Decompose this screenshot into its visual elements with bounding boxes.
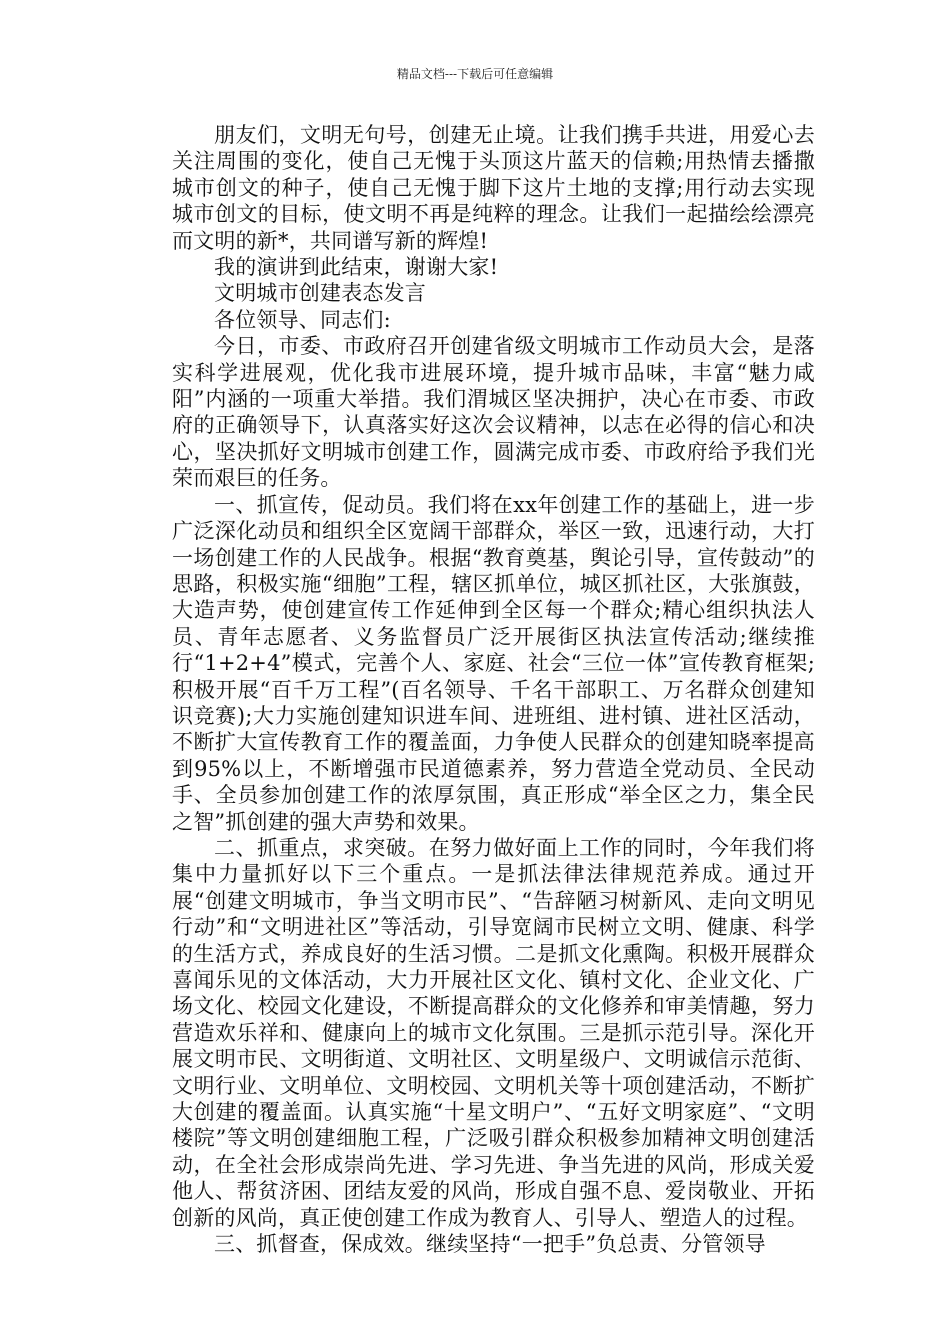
paragraph-point-two: 二、抓重点，求突破。在努力做好面上工作的同时，今年我们将集中力量抓好以下三个重点。一是抓法律法律规范养成。通过开展“创建文明城市，争当文明市民”、“告辞陋习树新风、走向文明见行动”和“文明进社区”等活动，引导宽阔市民树立文明、健康、科学的生活方式，养成良好的生活习惯。二是抓文化熏陶。积极开展群众喜闻乐见的文体活动，大力开展社区文化、镇村文化、企业文化、广场文化、校园文化建设，不断提高群众的文化修养和审美情趣，努力营造欢乐祥和、健康向上的城市文化氛围。三是抓示范引导。深化开展文明市民、文明街道、文明社区、文明星级户、文明诚信示范街、文明行业、文明单位、文明校园、文明机关等十项创建活动，不断扩大创建的覆盖面。认真实施“十星文明户”、“五好文明家庭”、“文明楼院”等文明创建细胞工程，广泛吸引群众积极参加精神文明创建活动，在全社会形成崇尚先进、学习先进、争当先进的风尚，形成关爱他人、帮贫济困、团结友爱的风尚，形成自强不息、爱岗敬业、开拓创新的风尚，真正使创建工作成为教育人、引导人、塑造人的过程。 <box>172 835 815 1230</box>
paragraph-point-three: 三、抓督查，保成效。继续坚持“一把手”负总责、分管领导 <box>214 1232 766 1257</box>
paragraph-speech-end: 我的演讲到此结束，谢谢大家! <box>214 255 499 280</box>
document-body <box>172 122 815 1257</box>
paragraph-point-one: 一、抓宣传，促动员。我们将在xx年创建工作的基础上，进一步广泛深化动员和组织全区宽阔干部群众，举区一致，迅速行动，大打一场创建工作的人民战争。根据“教育奠基，舆论引导，宣传鼓动”的思路，积极实施“细胞”工程，辖区抓单位，城区抓社区，大张旗鼓，大造声势，使创建宣传工作延伸到全区每一个群众;精心组织执法人员、青年志愿者、义务监督员广泛开展街区执法宣传活动;继续推行“1+2+4”模式，完善个人、家庭、社会“三位一体”宣传教育框架;积极开展“百千万工程”(百名领导、千名干部职工、万名群众创建知识竞赛);大力实施创建知识进车间、进班组、进村镇、进社区活动，不断扩大宣传教育工作的覆盖面，力争使人民群众的创建知晓率提高到95%以上，不断增强市民道德素养，努力营造全党动员、全民动手、全员参加创建工作的浓厚氛围，真正形成“举全区之力，集全民之智”抓创建的强大声势和效果。 <box>172 492 815 834</box>
paragraph-intro: 今日，市委、市政府召开创建省级文明城市工作动员大会，是落实科学进展观，优化我市进展环境，提升城市品味，丰富“魅力咸阳”内涵的一项重大举措。我们渭城区坚决拥护，决心在市委、市政府的正确领导下，认真落实好这次会议精神，以志在必得的信心和决心，坚决抓好文明城市创建工作，圆满完成市委、市政府给予我们光荣而艰巨的任务。 <box>172 334 815 491</box>
page-header: 精品文档---下载后可任意编辑 <box>396 67 554 81</box>
section-title: 文明城市创建表态发言 <box>214 281 426 306</box>
salutation: 各位领导、同志们: <box>214 307 391 332</box>
paragraph-closing-appeal: 朋友们，文明无句号，创建无止境。让我们携手共进，用爱心去关注周围的变化，使自己无愧于头顶这片蓝天的信赖;用热情去播撒城市创文的种子，使自己无愧于脚下这片土地的支撑;用行动去实现城市创文的目标，使文明不再是纯粹的理念。让我们一起描绘绘漂亮而文明的新*，共同谱写新的辉煌! <box>172 123 815 253</box>
